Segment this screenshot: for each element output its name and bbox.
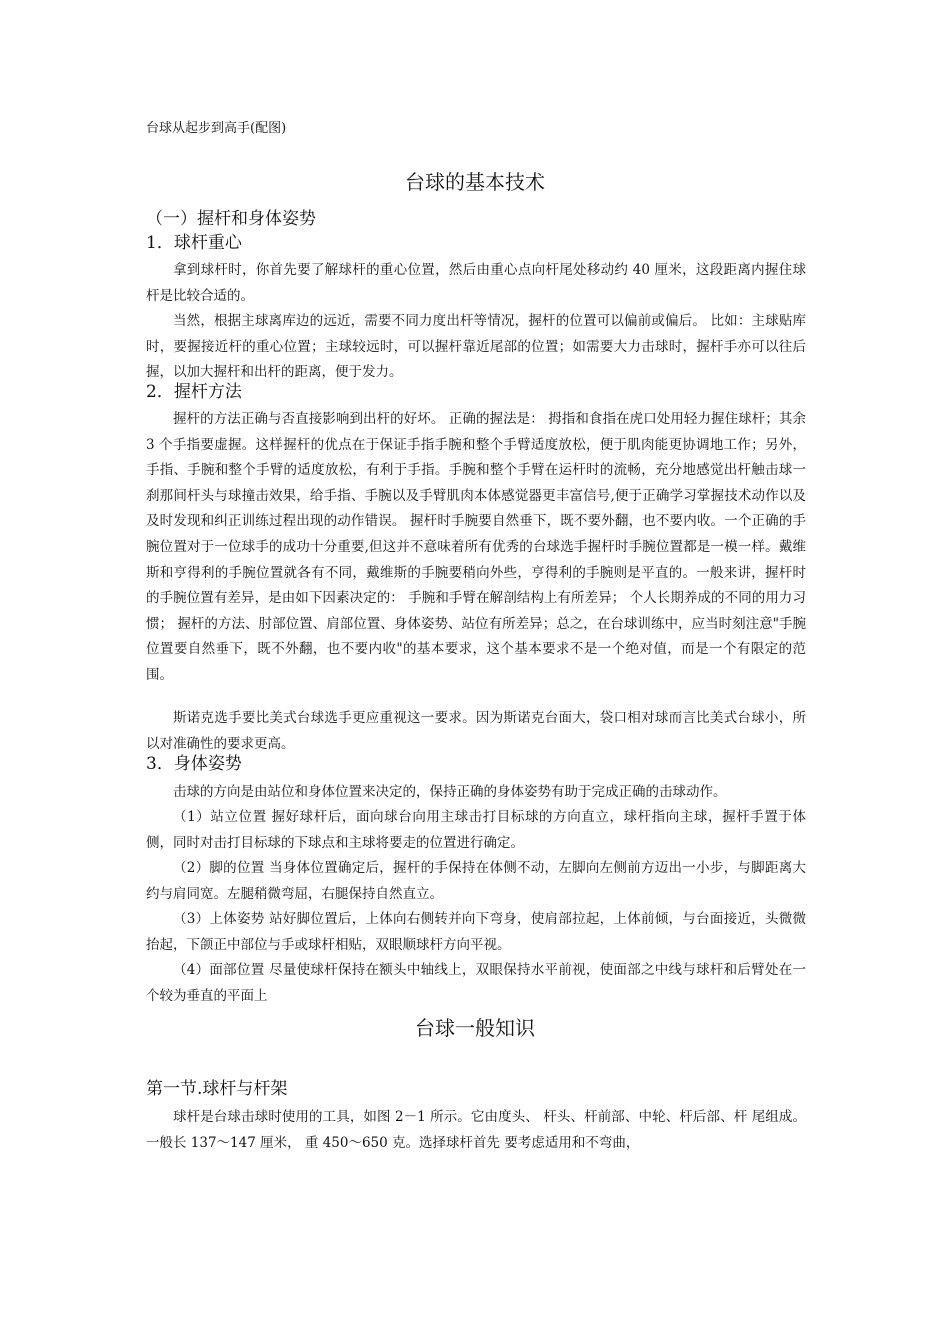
heading-cue-and-rest: 第一节.球杆与杆架 bbox=[146, 1079, 288, 1099]
paragraph-grip-method: 握杆的方法正确与否直接影响到出杆的好坏。 正确的握法是： 拇指和食指在虎口处用轻力握住球杆；其余 3 个手指要虚握。这样握杆的优点在于保证手指手腕和整个手臂适度放松，便于肌肉能更协调地工作；另外，手指、手腕和整个手臂的适度放松，有利于手指。手腕和整个手臂在运杆时的流畅，充分地感觉出杆触击球一刹那间杆头与球撞击效果，给手指、手腕以及手臂肌肉本体感觉器更丰富信号,便于正确学习掌握技术动作以及及时发现和纠正训练过程出现的动作错误。 握杆时手腕要自然垂下，既不要外翻，也不要内收。一个正确的手腕位置对于一位球手的成功十分重要,但这并不意味着所有优秀的台球选手握杆时手腕位置都是一模一样。戴维斯和亨得利的手腕位置就各有不同，戴维斯的手腕要稍向外些，亨得利的手腕则是平直的。一般来讲，握杆时的手腕位置有差异，是由如下因素决定的： 手腕和手臂在解剖结构上有所差异； 个人长期养成的不同的用力习惯； 握杆的方法、肘部位置、肩部位置、身体姿势、站位有所差异；总之，在台球训练中，应当时刻注意"手腕位置要自然垂下，既不外翻，也不要内收"的基本要求，这个基本要求不是一个绝对值，而是一个有限定的范围。 bbox=[146, 411, 806, 683]
heading-grip-and-posture: （一）握杆和身体姿势 bbox=[146, 209, 316, 229]
paragraph-snooker-accuracy: 斯诺克选手要比美式台球选手更应重视这一要求。因为斯诺克台面大，袋口相对球而言比美式台球小，所以对准确性的要求更高。 bbox=[146, 710, 806, 752]
paragraph-foot-position: （2）脚的位置 当身体位置确定后，握杆的手保持在体侧不动，左脚向左侧前方迈出一小步，与脚距离大约与肩同宽。左腿稍微弯屈，右腿保持自然直立。 bbox=[146, 860, 806, 902]
paragraph-grip-position: 当然，根据主球离库边的远近，需要不同力度出杆等情况，握杆的位置可以偏前或偏后。 比如：主球贴库时，要握接近杆的重心位置；主球较远时，可以握杆靠近尾部的位置；如需要大力击球时，握杆手亦可以往后握，以加大握杆和出杆的距离，便于发力。 bbox=[146, 313, 806, 381]
paragraph-face-position: （4）面部位置 尽量使球杆保持在额头中轴线上，双眼保持水平前视，使面部之中线与球杆和后臂处在一个较为垂直的平面上 bbox=[146, 962, 806, 1004]
heading-body-posture: 3．身体姿势 bbox=[146, 754, 242, 774]
paragraph-cue-center: 拿到球杆时，你首先要了解球杆的重心位置，然后由重心点向杆尾处移动约 40 厘米，这段距离内握住球杆是比较合适的。 bbox=[146, 262, 806, 304]
paragraph-body-posture-intro: 击球的方向是由站位和身体位置来决定的，保持正确的身体姿势有助于完成正确的击球动作。 bbox=[173, 784, 727, 800]
section-title-general-knowledge: 台球一般知识 bbox=[415, 1016, 535, 1040]
paragraph-upper-body: （3）上体姿势 站好脚位置后，上体向右侧转并向下弯身，使肩部拉起，上体前倾，与台面接近，头微微抬起，下颌正中部位与手或球杆相贴，双眼顺球杆方向平视。 bbox=[146, 911, 806, 953]
paragraph-cue-description: 球杆是台球击球时使用的工具，如图 2－1 所示。它由度头、 杆头、杆前部、中轮、杆后部、杆 尾组成。一般长 137～147 厘米， 重 450～650 克。选择球杆首先 要考虑适用和不弯曲， bbox=[146, 1109, 806, 1151]
heading-cue-center: 1．球杆重心 bbox=[146, 233, 242, 253]
paragraph-standing-position: （1）站立位置 握好球杆后，面向球台向用主球击打目标球的方向直立，球杆指向主球，握杆手置于体侧，同时对击打目标球的下球点和主球将要走的位置进行确定。 bbox=[146, 809, 806, 851]
section-title-basic-technique: 台球的基本技术 bbox=[405, 170, 545, 194]
document-header: 台球从起步到高手(配图) bbox=[146, 121, 287, 136]
heading-grip-method: 2．握杆方法 bbox=[146, 382, 242, 402]
